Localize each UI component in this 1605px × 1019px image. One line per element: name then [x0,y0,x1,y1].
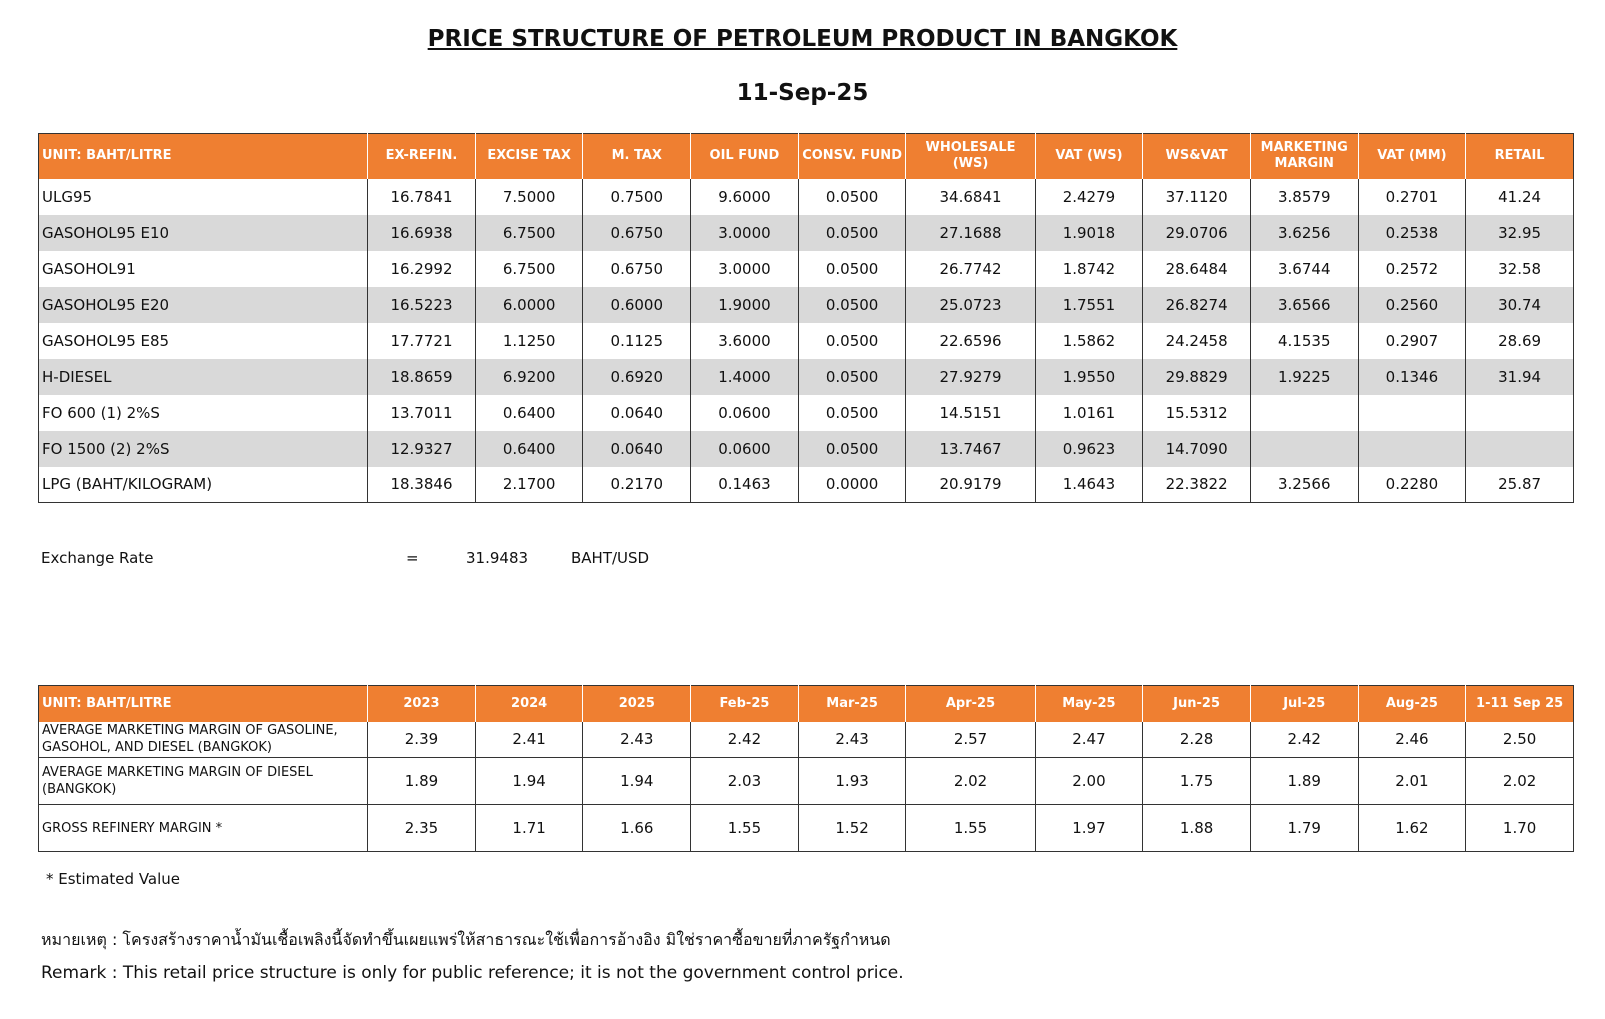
column-header: Jul-25 [1250,686,1358,722]
table-cell: 1.62 [1358,805,1466,852]
table-cell: 2.39 [368,722,476,758]
table-cell: 0.0500 [798,215,906,251]
row-label: AVERAGE MARKETING MARGIN OF GASOLINE, GASOHOL, AND DIESEL (BANGKOK) [39,722,368,758]
column-header: Mar-25 [798,686,906,722]
table-cell: 0.0500 [798,251,906,287]
table-cell: 2.01 [1358,758,1466,805]
table-cell: 1.71 [475,805,583,852]
table-cell: 29.0706 [1143,215,1251,251]
table-cell: 2.43 [583,722,691,758]
table-cell: 1.7551 [1035,287,1143,323]
column-header: 1-11 Sep 25 [1466,686,1574,722]
table-cell: 0.2170 [583,467,691,503]
table-cell: 1.4000 [691,359,799,395]
thai-remark: หมายเหตุ : โครงสร้างราคาน้ำมันเชื้อเพลิงนี้จัดทำขึ้นเผยแพร่ให้สาธารณะใช้เพื่อการอ้างอิง มิใช่ราคาซื้อขายที่ภาครัฐกำหนด [41,930,891,949]
table-cell: 2.02 [1466,758,1574,805]
table-cell: 2.28 [1143,722,1251,758]
table-cell: 1.89 [368,758,476,805]
table-cell: 32.95 [1466,215,1574,251]
table-cell: 26.7742 [906,251,1035,287]
table-cell [1358,395,1466,431]
table-cell: 30.74 [1466,287,1574,323]
table-cell: 0.0640 [583,395,691,431]
table-cell: 0.0000 [798,467,906,503]
column-header: Feb-25 [691,686,799,722]
column-header: RETAIL [1466,134,1574,179]
table-cell: 1.55 [691,805,799,852]
table-row [39,179,1574,215]
column-header: 2023 [368,686,476,722]
table-cell [1358,431,1466,467]
column-header: Apr-25 [906,686,1035,722]
column-header: CONSV. FUND [798,134,906,179]
table-cell: 28.6484 [1143,251,1251,287]
table-cell: 3.2566 [1250,467,1358,503]
table-cell: 0.0500 [798,431,906,467]
table-cell: 0.0500 [798,395,906,431]
row-label: LPG (BAHT/KILOGRAM) [42,475,213,494]
column-header: UNIT: BAHT/LITRE [39,134,368,179]
table-cell: 2.57 [906,722,1035,758]
table-cell: 6.7500 [475,215,583,251]
table-cell: 29.8829 [1143,359,1251,395]
table-cell: 18.8659 [368,359,476,395]
table-cell: 2.42 [691,722,799,758]
table-cell: 1.0161 [1035,395,1143,431]
table-cell: 0.0500 [798,323,906,359]
table-cell: 2.43 [798,722,906,758]
table-cell: 1.94 [583,758,691,805]
table-cell: 34.6841 [906,179,1035,215]
table-cell: 1.93 [798,758,906,805]
table-row [39,431,1574,467]
table-cell: 1.66 [583,805,691,852]
row-label: GROSS REFINERY MARGIN * [39,805,368,852]
table-header-row [39,134,1574,179]
table-cell: 1.55 [906,805,1035,852]
table-cell: 0.1125 [583,323,691,359]
column-header: 2024 [475,686,583,722]
table-row [39,722,1574,758]
row-label: H-DIESEL [39,359,368,395]
price-structure-table [38,133,1574,503]
table-row [39,251,1574,287]
row-label: FO 600 (1) 2%S [42,403,160,422]
table-cell: 16.2992 [368,251,476,287]
column-header: UNIT: BAHT/LITRE [39,686,368,722]
table-cell: 3.8579 [1250,179,1358,215]
table-cell: 32.58 [1466,251,1574,287]
exchange-rate-label: Exchange Rate [41,549,154,567]
table-row [39,395,1574,431]
table-cell: 2.03 [691,758,799,805]
table-cell: 1.97 [1035,805,1143,852]
column-header: WHOLESALE (WS) [906,134,1035,179]
table-cell: 0.6400 [475,431,583,467]
table-cell: 0.0600 [691,395,799,431]
table-cell: 13.7467 [906,431,1035,467]
table-cell: 2.02 [906,758,1035,805]
table-cell: 12.9327 [368,431,476,467]
row-label: GASOHOL95 E10 [39,215,368,251]
table-cell: 0.0500 [798,359,906,395]
table-cell: 26.8274 [1143,287,1251,323]
table-cell: 1.1250 [475,323,583,359]
table-cell: 1.9225 [1250,359,1358,395]
table-cell: 0.9623 [1035,431,1143,467]
table-cell: 6.0000 [475,287,583,323]
table-cell: 1.8742 [1035,251,1143,287]
table-cell: 0.1463 [691,467,799,503]
table-cell [1466,395,1574,431]
row-label: AVERAGE MARKETING MARGIN OF DIESEL (BANGKOK) [39,758,368,805]
table-cell: 16.6938 [368,215,476,251]
table-cell: 0.2280 [1358,467,1466,503]
table-cell: 13.7011 [368,395,476,431]
table-cell: 37.1120 [1143,179,1251,215]
table-cell: 3.6000 [691,323,799,359]
table-cell: 1.88 [1143,805,1251,852]
table-cell: 14.5151 [906,395,1035,431]
table-cell: 6.9200 [475,359,583,395]
table-cell: 27.9279 [906,359,1035,395]
table-cell: 14.7090 [1143,431,1251,467]
row-label: GASOHOL95 E85 [42,331,170,350]
table-row [39,805,1574,852]
table-cell: 1.70 [1466,805,1574,852]
row-label: GASOHOL91 [42,259,136,278]
table-cell: 2.41 [475,722,583,758]
table-header-row [39,686,1574,722]
column-header: May-25 [1035,686,1143,722]
table-cell: 3.0000 [691,251,799,287]
table-cell: 9.6000 [691,179,799,215]
column-header: EXCISE TAX [475,134,583,179]
table-cell: 3.0000 [691,215,799,251]
exchange-rate-unit: BAHT/USD [571,549,650,567]
table-cell [1466,431,1574,467]
table-cell: 3.6744 [1250,251,1358,287]
table-row [39,359,1574,395]
row-label: FO 1500 (2) 2%S [39,431,368,467]
column-header: EX-REFIN. [368,134,476,179]
table-cell: 22.6596 [906,323,1035,359]
column-header: 2025 [583,686,691,722]
table-cell: 0.0500 [798,287,906,323]
remark: Remark : This retail price structure is only for public reference; it is not the government control price. [41,963,904,983]
table-cell: 2.42 [1250,722,1358,758]
column-header: MARKETING MARGIN [1250,134,1358,179]
footnote: * Estimated Value [46,870,181,888]
table-cell: 0.6400 [475,395,583,431]
table-row [39,323,1574,359]
table-cell: 15.5312 [1143,395,1251,431]
table-cell: 2.50 [1466,722,1574,758]
table-cell: 2.1700 [475,467,583,503]
exchange-rate-equals: = [406,549,419,567]
table-cell: 0.7500 [583,179,691,215]
table-cell: 1.75 [1143,758,1251,805]
page-title: PRICE STRUCTURE OF PETROLEUM PRODUCT IN BANGKOK [427,26,1178,52]
table-cell: 25.87 [1466,467,1574,503]
table-cell [1250,431,1358,467]
table-cell: 0.6000 [583,287,691,323]
table-row [39,215,1574,251]
table-cell: 0.0600 [691,431,799,467]
table-cell: 6.7500 [475,251,583,287]
table-cell: 1.9000 [691,287,799,323]
table-cell: 25.0723 [906,287,1035,323]
table-cell: 31.94 [1466,359,1574,395]
table-cell: 2.47 [1035,722,1143,758]
table-cell: 22.3822 [1143,467,1251,503]
table-cell: 16.5223 [368,287,476,323]
table-cell [1250,395,1358,431]
table-cell: 1.4643 [1035,467,1143,503]
table-cell: 41.24 [1466,179,1574,215]
table-cell: 0.2560 [1358,287,1466,323]
table-cell: 1.9018 [1035,215,1143,251]
table-cell: 2.00 [1035,758,1143,805]
table-cell: 0.2907 [1358,323,1466,359]
column-header: Jun-25 [1143,686,1251,722]
table-cell: 7.5000 [475,179,583,215]
table-cell: 3.6256 [1250,215,1358,251]
table-cell: 24.2458 [1143,323,1251,359]
column-header: VAT (MM) [1358,134,1466,179]
table-cell: 0.6920 [583,359,691,395]
table-cell: 1.5862 [1035,323,1143,359]
table-cell: 18.3846 [368,467,476,503]
table-cell: 0.2538 [1358,215,1466,251]
table-cell: 16.7841 [368,179,476,215]
table-cell: 1.52 [798,805,906,852]
report-date: 11-Sep-25 [736,80,869,106]
row-label: GASOHOL95 E20 [39,287,368,323]
table-cell: 27.1688 [906,215,1035,251]
row-label: ULG95 [42,187,93,206]
table-cell: 0.0500 [798,179,906,215]
table-cell: 1.9550 [1035,359,1143,395]
table-row [39,287,1574,323]
table-cell: 0.2701 [1358,179,1466,215]
table-row [39,467,1574,503]
table-row [39,758,1574,805]
column-header: OIL FUND [691,134,799,179]
table-cell: 2.4279 [1035,179,1143,215]
table-cell: 1.89 [1250,758,1358,805]
table-cell: 28.69 [1466,323,1574,359]
table-cell: 1.79 [1250,805,1358,852]
column-header: WS&VAT [1143,134,1251,179]
table-cell: 17.7721 [368,323,476,359]
table-cell: 0.6750 [583,215,691,251]
table-cell: 3.6566 [1250,287,1358,323]
table-cell: 2.46 [1358,722,1466,758]
table-cell: 20.9179 [906,467,1035,503]
table-cell: 4.1535 [1250,323,1358,359]
column-header: VAT (WS) [1035,134,1143,179]
column-header: M. TAX [583,134,691,179]
table-cell: 0.0640 [583,431,691,467]
exchange-rate-value: 31.9483 [466,549,529,567]
table-cell: 0.1346 [1358,359,1466,395]
margin-table [38,685,1574,852]
column-header: Aug-25 [1358,686,1466,722]
table-cell: 0.6750 [583,251,691,287]
table-cell: 0.2572 [1358,251,1466,287]
table-cell: 2.35 [368,805,476,852]
table-cell: 1.94 [475,758,583,805]
